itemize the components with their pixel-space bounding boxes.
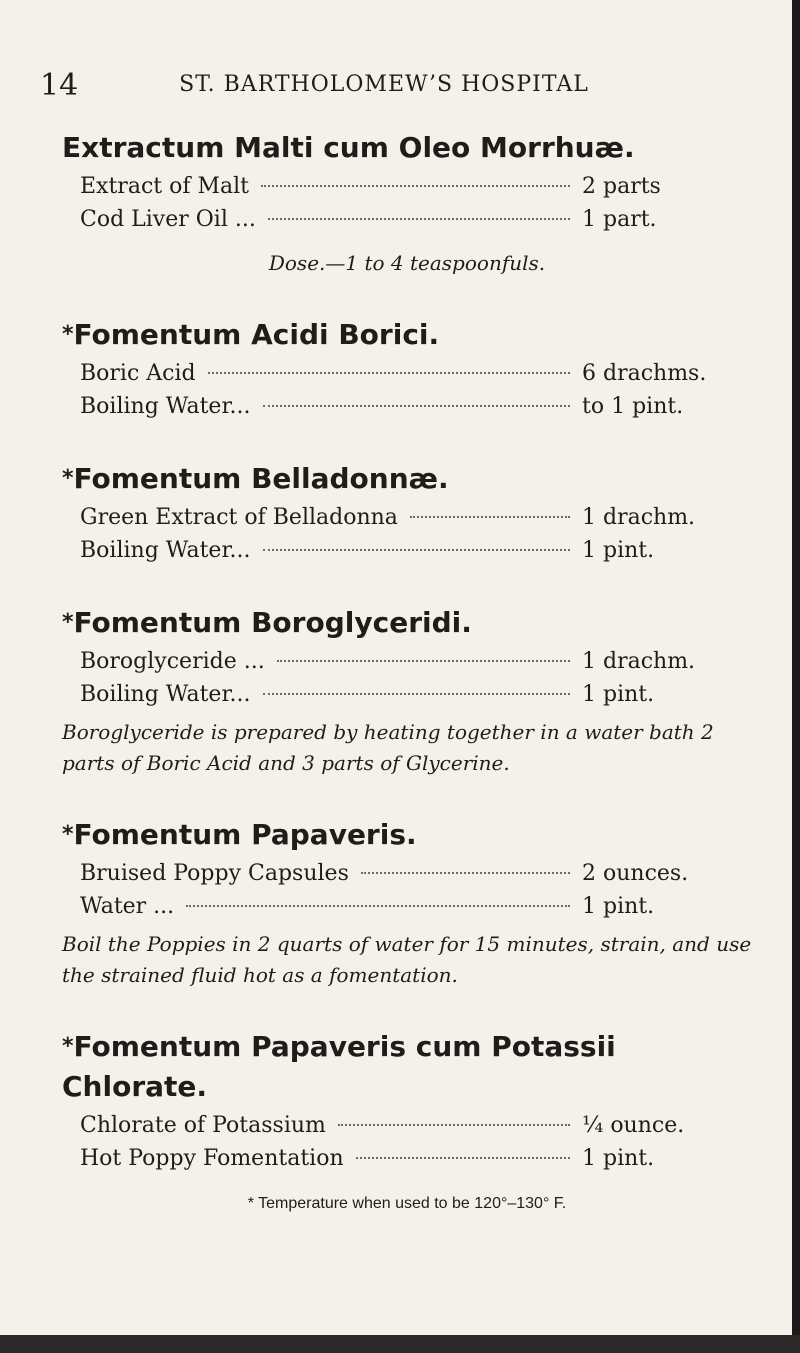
ingredient-quantity: to 1 pint. (582, 394, 684, 419)
ingredient-quantity: ¼ ounce. (582, 1113, 685, 1138)
ingredient-name: Boiling Water... (80, 538, 251, 563)
ingredient-name: Bruised Poppy Capsules (80, 861, 349, 886)
ingredient-row (62, 890, 752, 923)
dot-leader (410, 516, 570, 518)
formula-title (62, 315, 752, 355)
ingredient-row (62, 1142, 752, 1175)
ingredient-row (62, 678, 752, 711)
dot-leader (263, 405, 570, 407)
dot-leader (338, 1124, 570, 1126)
formula-title (62, 603, 752, 643)
ingredient-quantity: 2 parts (582, 174, 661, 199)
ingredient-row (62, 1109, 752, 1142)
ingredient-row (62, 203, 752, 236)
temperature-footnote: * Temperature when used to be 120°–130° F. (247, 1195, 567, 1212)
dot-leader (261, 185, 570, 187)
ingredient-row (62, 501, 752, 534)
footnote-marker: * (62, 610, 74, 635)
ingredient-quantity: 6 drachms. (582, 361, 707, 386)
ingredient-name: Green Extract of Belladonna (80, 505, 398, 530)
ingredient-row (62, 357, 752, 390)
dot-leader (277, 660, 570, 662)
ingredient-name: Extract of Malt (80, 174, 249, 199)
dot-leader (263, 693, 570, 695)
ingredient-name: Boric Acid (80, 361, 196, 386)
ingredient-quantity: 1 pint. (582, 538, 655, 563)
ingredient-name: Chlorate of Potassium (80, 1113, 326, 1138)
dot-leader (186, 905, 570, 907)
formula-list (62, 128, 752, 1213)
ingredient-row (62, 645, 752, 678)
formula-title (62, 128, 752, 168)
ingredient-name: Water ... (80, 894, 175, 919)
dose-note: Dose.—1 to 4 teaspoonfuls. (268, 251, 546, 275)
formula-title-text: Fomentum Belladonnæ. (73, 462, 449, 495)
preparation-note: Boroglyceride is prepared by heating together in a water bath 2 parts of Boric Acid and 3 parts of Glycerine. (62, 720, 714, 775)
formula-title-text: Fomentum Papaveris. (73, 818, 417, 851)
preparation-note: Boil the Poppies in 2 quarts of water for 15 minutes, strain, and use the strained fluid hot as a fomentation. (62, 932, 752, 987)
ingredient-quantity: 1 part. (582, 207, 657, 232)
ingredient-quantity: 1 drachm. (582, 505, 696, 530)
ingredient-name: Cod Liver Oil ... (80, 207, 256, 232)
dot-leader (208, 372, 570, 374)
formula-papaveris (62, 815, 752, 991)
footnote-marker: * (62, 466, 74, 491)
ingredient-name: Boiling Water... (80, 682, 251, 707)
formula-title-text: Fomentum Acidi Borici. (73, 318, 440, 351)
formula-extractum-malti (62, 128, 752, 279)
ingredient-name: Boroglyceride ... (80, 649, 265, 674)
formula-belladonnae (62, 459, 752, 567)
ingredient-quantity: 1 drachm. (582, 649, 696, 674)
ingredient-quantity: 1 pint. (582, 894, 655, 919)
formula-title (62, 459, 752, 499)
ingredient-row (62, 857, 752, 890)
footnote-marker: * (62, 1034, 74, 1059)
formula-papaveris-potassii (62, 1027, 752, 1175)
formula-title (62, 1027, 752, 1107)
ingredient-quantity: 2 ounces. (582, 861, 689, 886)
formula-title-text: Fomentum Papaveris cum Potassii Chlorate. (62, 1030, 616, 1103)
formula-title (62, 815, 752, 855)
formula-title-text: Extractum Malti cum Oleo Morrhuæ. (62, 131, 635, 164)
dot-leader (361, 872, 570, 874)
dot-leader (268, 218, 570, 220)
scan-bottom-edge (0, 1335, 800, 1353)
ingredient-row (62, 170, 752, 203)
running-head (40, 68, 728, 108)
dot-leader (263, 549, 570, 551)
running-title: ST. BARTHOLOMEW’S HOSPITAL (179, 72, 589, 97)
footnote-marker: * (62, 322, 74, 347)
page-edge-shadow (792, 0, 800, 1353)
formula-acidi-borici (62, 315, 752, 423)
ingredient-row (62, 390, 752, 423)
ingredient-name: Hot Poppy Fomentation (80, 1146, 344, 1171)
formula-boroglyceridi (62, 603, 752, 779)
ingredient-quantity: 1 pint. (582, 1146, 655, 1171)
ingredient-row (62, 534, 752, 567)
ingredient-quantity: 1 pint. (582, 682, 655, 707)
page-number: 14 (40, 68, 79, 103)
dot-leader (356, 1157, 570, 1159)
formula-title-text: Fomentum Boroglyceridi. (73, 606, 472, 639)
ingredient-name: Boiling Water... (80, 394, 251, 419)
footnote-marker: * (62, 822, 74, 847)
